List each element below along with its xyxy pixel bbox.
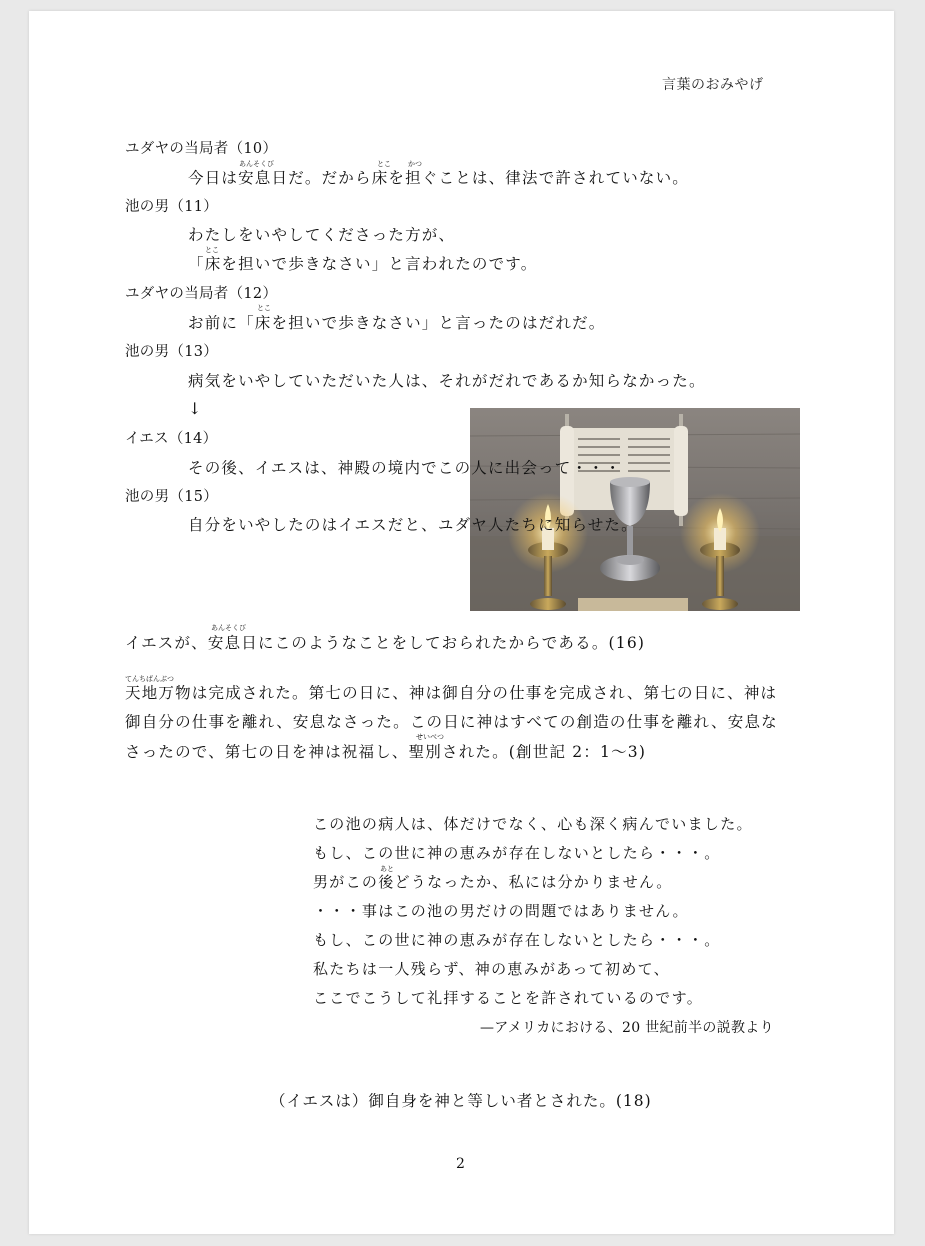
sermon-line: もし、この世に神の恵みが存在しないとしたら・・・。 <box>313 931 721 949</box>
ruby-text: あんそくび <box>239 160 274 168</box>
dialogue-line: 今日は安息日だ。だから床を担ぐことは、律法で許されていない。 <box>188 169 690 187</box>
genesis-line: さったので、第七の日を神は祝福し、聖別された。(創世記 2：1〜3) <box>125 743 647 761</box>
sermon-line: もし、この世に神の恵みが存在しないとしたら・・・。 <box>313 844 721 862</box>
photo-illustration <box>470 408 800 611</box>
sermon-line: この池の病人は、体だけでなく、心も深く病んでいました。 <box>313 815 753 833</box>
sermon-line: 男がこの後どうなったか、私には分かりません。 <box>313 873 673 891</box>
genesis-line: 天地万物は完成された。第七の日に、神は御自分の仕事を完成され、第七の日に、神は <box>125 684 778 702</box>
running-header: 言葉のおみやげ <box>662 77 764 93</box>
sermon-line: ここでこうして礼拝することを許されているのです。 <box>313 989 704 1007</box>
speaker-label: ユダヤの当局者（12） <box>125 286 278 302</box>
closing-statement: （イエスは）御自身を神と等しい者とされた。(18) <box>270 1092 652 1110</box>
ruby-text: とこ <box>377 160 391 168</box>
dialogue-line: お前に「床を担いで歩きなさい」と言ったのはだれだ。 <box>188 314 606 332</box>
dialogue-line: 病気をいやしていただいた人は、それがだれであるか知らなかった。 <box>188 372 706 390</box>
speaker-label: 池の男（15） <box>125 489 219 505</box>
ruby-text: あんそくび <box>211 624 246 632</box>
speaker-label: ユダヤの当局者（10） <box>125 141 278 157</box>
ruby-text: とこ <box>257 304 271 312</box>
genesis-line: 御自分の仕事を離れ、安息なさった。この日に神はすべての創造の仕事を離れ、安息な <box>125 713 778 731</box>
dialogue-line: 自分をいやしたのはイエスだと、ユダヤ人たちに知らせた。 <box>188 516 638 534</box>
dialogue-line: わたしをいやしてくださった方が、 <box>188 226 456 244</box>
sermon-line: ・・・事はこの池の男だけの問題ではありません。 <box>313 902 689 920</box>
ruby-text: せいべつ <box>416 733 444 741</box>
ruby-text: あと <box>380 865 394 873</box>
page-number: 2 <box>456 1156 465 1172</box>
ruby-text: とこ <box>205 246 219 254</box>
candles-chalice-photo <box>470 408 800 611</box>
speaker-label: 池の男（13） <box>125 344 219 360</box>
dialogue-line: 「床を担いで歩きなさい」と言われたのです。 <box>188 255 538 273</box>
sermon-attribution: —アメリカにおける、20 世紀前半の説教より <box>480 1020 774 1036</box>
speaker-label: 池の男（11） <box>125 199 219 215</box>
ruby-text: かつ <box>408 160 422 168</box>
sermon-line: 私たちは一人残らず、神の恵みがあって初めて、 <box>313 960 670 978</box>
ruby-text: てんちばんぶつ <box>125 675 174 683</box>
speaker-label: イエス（14） <box>125 431 218 447</box>
statement-16: イエスが、安息日にこのようなことをしておられたからである。(16) <box>125 634 646 652</box>
down-arrow-icon: ↓ <box>188 399 202 418</box>
dialogue-line: その後、イエスは、神殿の境内でこの人に出会って・・・ <box>188 459 622 477</box>
